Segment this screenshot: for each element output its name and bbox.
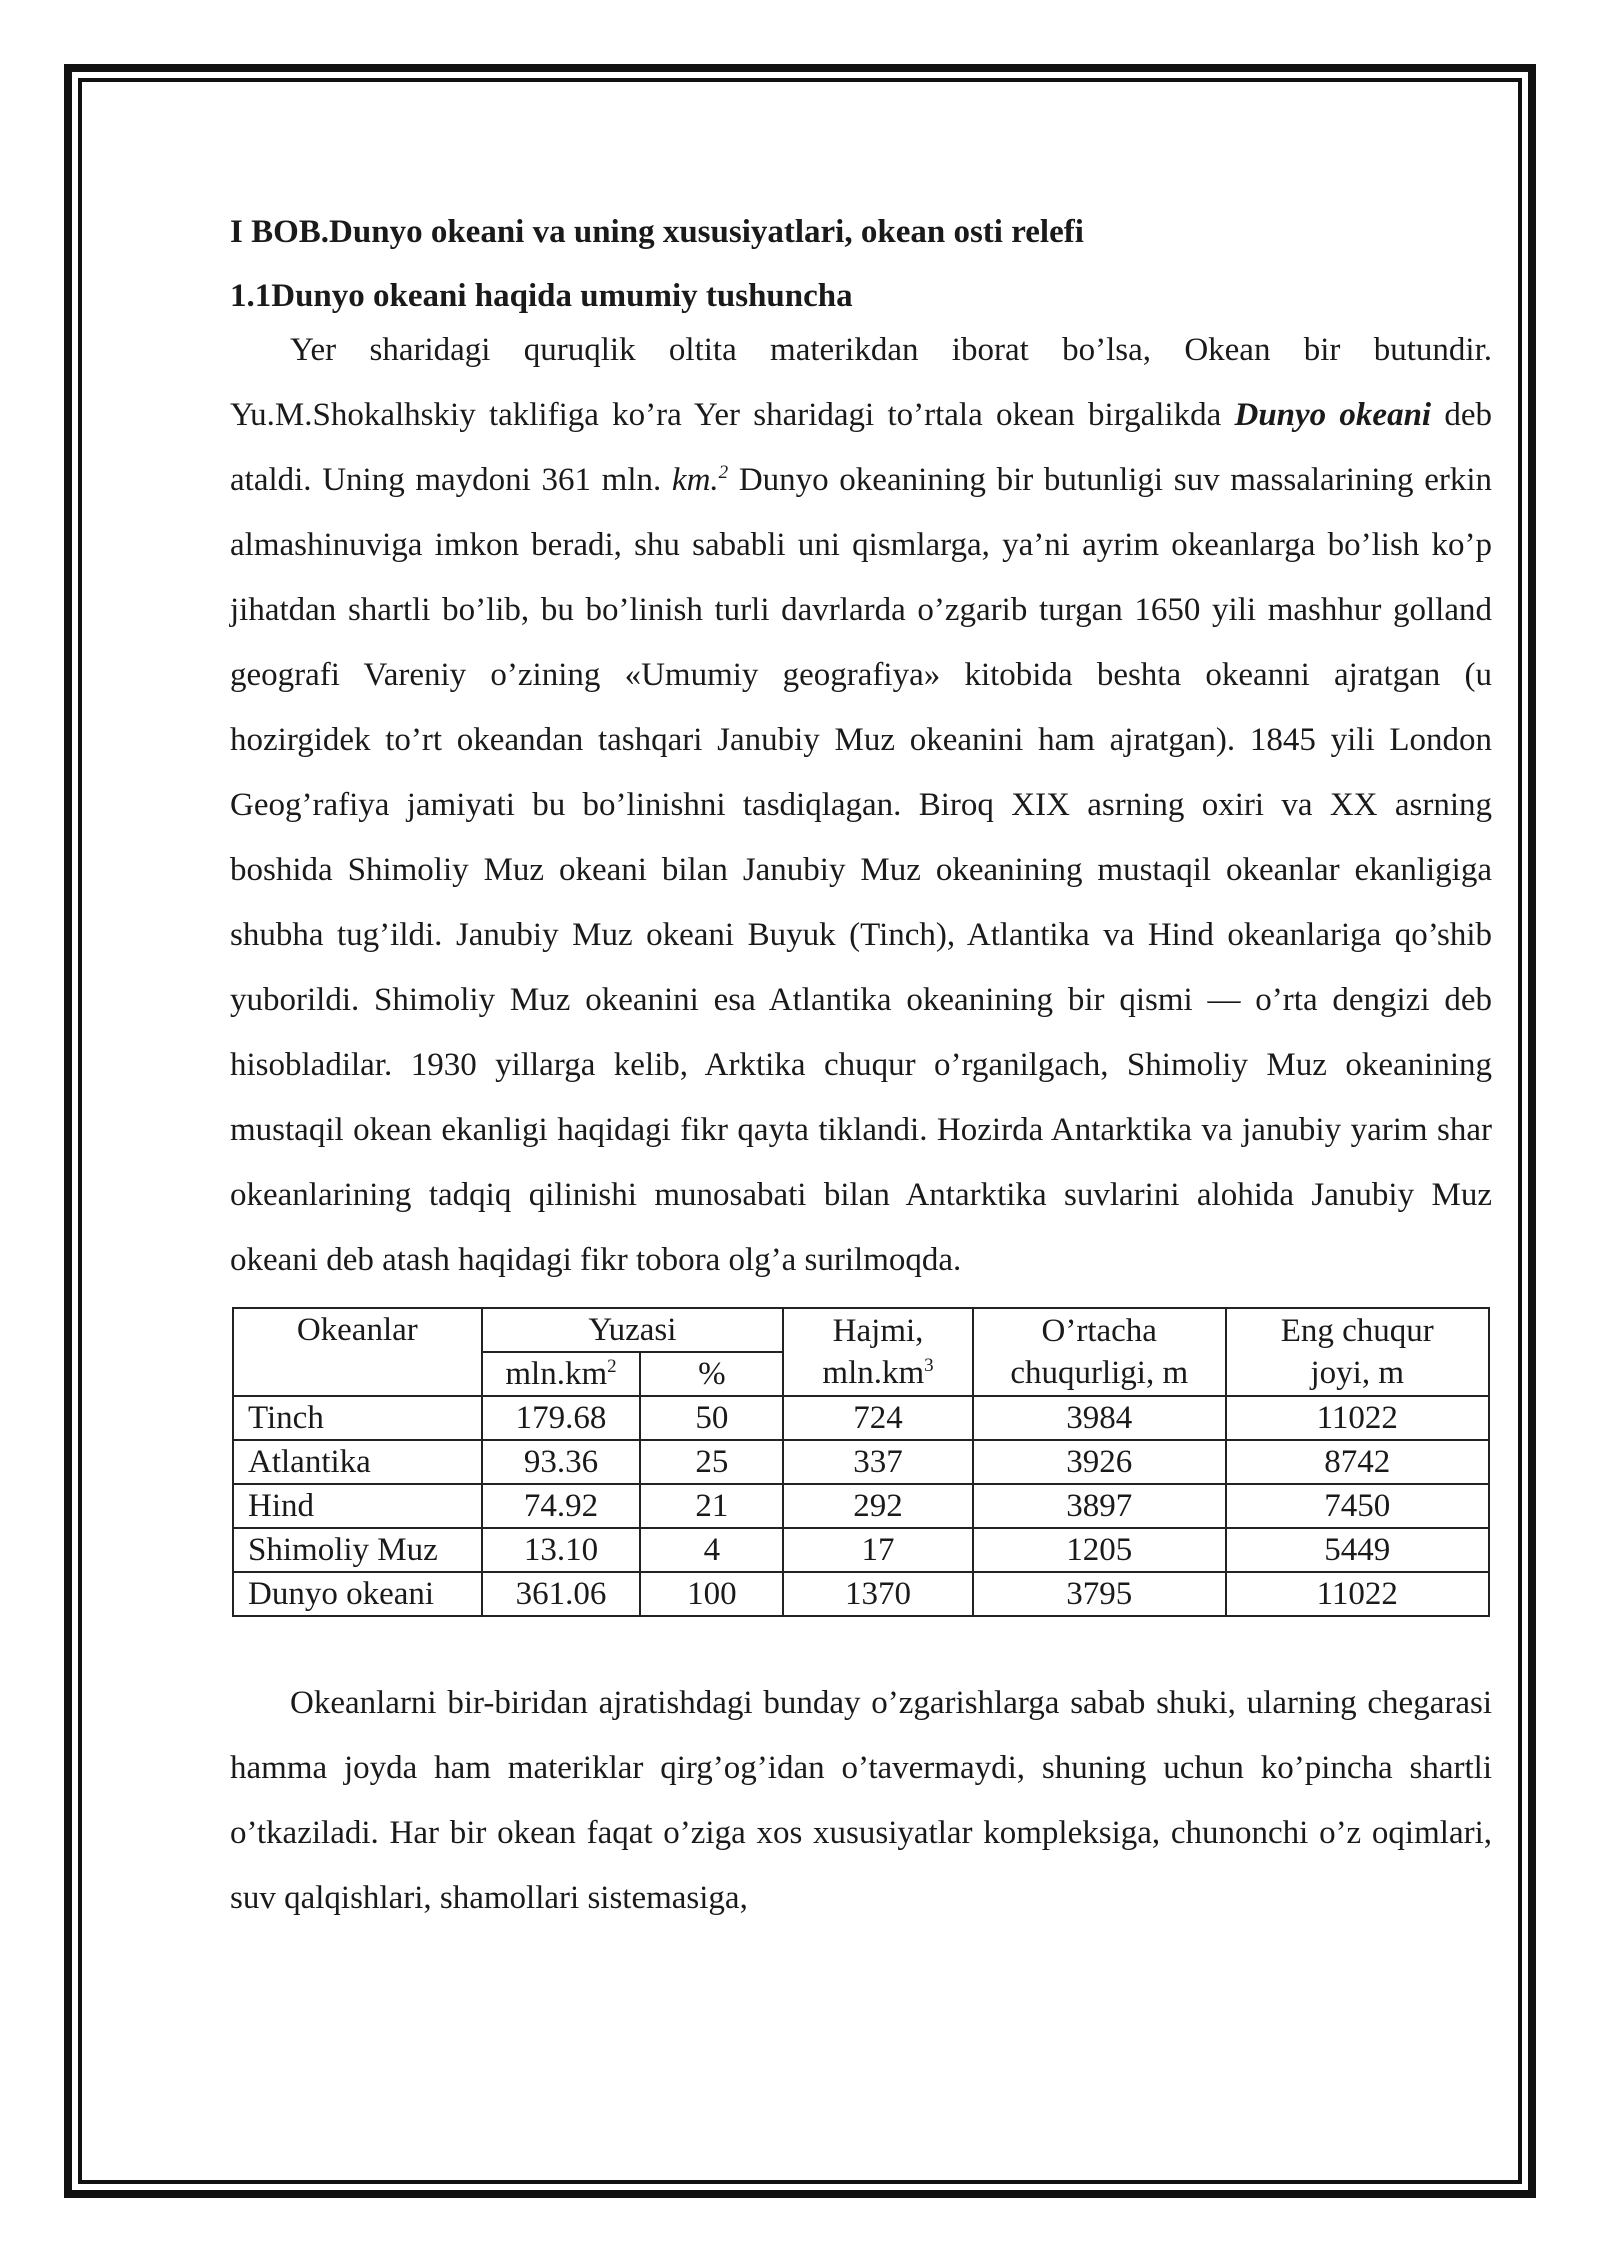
cell-avg-depth: 3897 [973,1484,1226,1528]
cell-volume: 292 [783,1484,973,1528]
header-avg-depth-line2: chuqurligi, m [1010,1355,1189,1391]
header-volume-unit: mln.km [822,1355,925,1391]
cell-max-depth: 11022 [1226,1572,1489,1616]
cell-area: 361.06 [482,1572,641,1616]
cell-percent: 25 [640,1440,783,1484]
header-area-unit-base: mln.km [505,1356,608,1392]
cell-area: 179.68 [482,1396,641,1440]
cell-ocean-name: Hind [233,1484,482,1528]
cell-percent: 50 [640,1396,783,1440]
header-avg-depth [973,1308,1226,1396]
table-row [233,1440,1489,1484]
header-volume [783,1308,973,1396]
cell-ocean-name: Tinch [233,1396,482,1440]
header-area-unit [482,1352,641,1396]
cell-volume: 17 [783,1528,973,1572]
cell-area: 74.92 [482,1484,641,1528]
table-row [233,1484,1489,1528]
cell-ocean-name: Shimoliy Muz [233,1528,482,1572]
cell-max-depth: 11022 [1226,1396,1489,1440]
table-row [233,1528,1489,1572]
cell-area: 93.36 [482,1440,641,1484]
area-unit [672,462,728,498]
cell-percent: 100 [640,1572,783,1616]
header-volume-unit-sup: 3 [924,1355,934,1376]
header-avg-depth-line1: O’rtacha [1041,1313,1157,1349]
header-volume-label: Hajmi, [832,1313,924,1349]
cell-avg-depth: 1205 [973,1528,1226,1572]
cell-percent: 21 [640,1484,783,1528]
oceans-table [232,1307,1490,1617]
header-max-depth-line2: joyi, m [1310,1355,1405,1391]
cell-max-depth: 8742 [1226,1440,1489,1484]
cell-volume: 337 [783,1440,973,1484]
cell-max-depth: 7450 [1226,1484,1489,1528]
area-unit-base: km. [671,462,719,498]
page-content [230,212,1492,1931]
section-title: 1.1Dunyo okeani haqida umumiy tushuncha [230,278,853,314]
table-row [233,1572,1489,1616]
cell-ocean-name: Dunyo okeani [233,1572,482,1616]
header-area-unit-sup: 2 [607,1356,617,1377]
paragraph-intro-part1: Yer sharidagi quruqlik oltita materikdan iborat bo’lsa, Okean bir butundir. Yu.M.Shokalhskiy taklifiga ko’ra Yer sharidagi to’rtala okean birgalikda [230,332,1492,433]
header-area: Yuzasi [482,1308,784,1352]
header-max-depth [1226,1308,1489,1396]
cell-avg-depth: 3926 [973,1440,1226,1484]
cell-percent: 4 [640,1528,783,1572]
cell-volume: 1370 [783,1572,973,1616]
paragraph-intro [230,318,1492,1293]
header-percent: % [640,1352,783,1396]
cell-max-depth: 5449 [1226,1528,1489,1572]
cell-ocean-name: Atlantika [233,1440,482,1484]
header-oceans: Okeanlar [233,1308,482,1396]
table-header-row [233,1308,1489,1352]
cell-volume: 724 [783,1396,973,1440]
cell-avg-depth: 3795 [973,1572,1226,1616]
term-dunyo-okeani: Dunyo okeani [1234,397,1432,433]
paragraph-intro-part3: Dunyo okeanining bir butunligi suv massalarining erkin almashinuviga imkon beradi, shu sababli uni qismlarga, ya’ni ayrim okeanlarga bo’lish ko’p jihatdan shartli bo’lib, bu bo’linish turli davrlarda o’zgarib turgan 1650 yili mashhur golland geografi Vareniy o’zining «Umumiy geografiya» kitobida beshta okeanni ajratgan (u hozirgidek to’rt okeandan tashqari Janubiy Muz okeanini ham ajratgan). 1845 yili London Geog’rafiya jamiyati bu bo’linishni tasdiqlagan. Biroq XIX asrning oxiri va XX asrning boshida Shimoliy Muz okeani bilan Janubiy Muz okeanining mustaqil okeanlar ekanligiga shubha tug’ildi. Janubiy Muz okeani Buyuk (Tinch), Atlantika va Hind okeanlariga qo’shib yuborildi. Shimoliy Muz okeanini esa Atlantika okeanining bir qismi — o’rta dengizi deb hisobladilar. 1930 yillarga kelib, Arktika chuqur o’rganilgach, Shimoliy Muz okeanining mustaqil okean ekanligi haqidagi fikr qayta tiklandi. Hozirda Antarktika va janubiy yarim shar okeanlarining tadqiq qilinishi munosabati bilan Antarktika suvlarini alohida Janubiy Muz okeani deb atash haqidagi fikr tobora olg’a surilmoqda. [230,462,1492,1278]
cell-avg-depth: 3984 [973,1396,1226,1440]
header-max-depth-line1: Eng chuqur [1280,1313,1434,1349]
cell-area: 13.10 [482,1528,641,1572]
paragraph-intro-part2: deb ataldi. Uning maydoni 361 mln. [230,397,1492,498]
area-unit-sup: 2 [718,462,729,483]
chapter-title: I BOB.Dunyo okeani va uning xususiyatlari, okean osti relefi [230,214,1084,250]
table-row [233,1396,1489,1440]
paragraph-continued: Okeanlarni bir-biridan ajratishdagi bunday o’zgarishlarga sabab shuki, ularning chegarasi hamma joyda ham materiklar qirg’og’idan o’tavermaydi, shuning uchun ko’pincha shartli o’tkaziladi. Har bir okean faqat o’ziga xos xususiyatlar kompleksiga, chunonchi o’z oqimlari, suv qalqishlari, shamollari sistemasiga, [230,1685,1492,1916]
